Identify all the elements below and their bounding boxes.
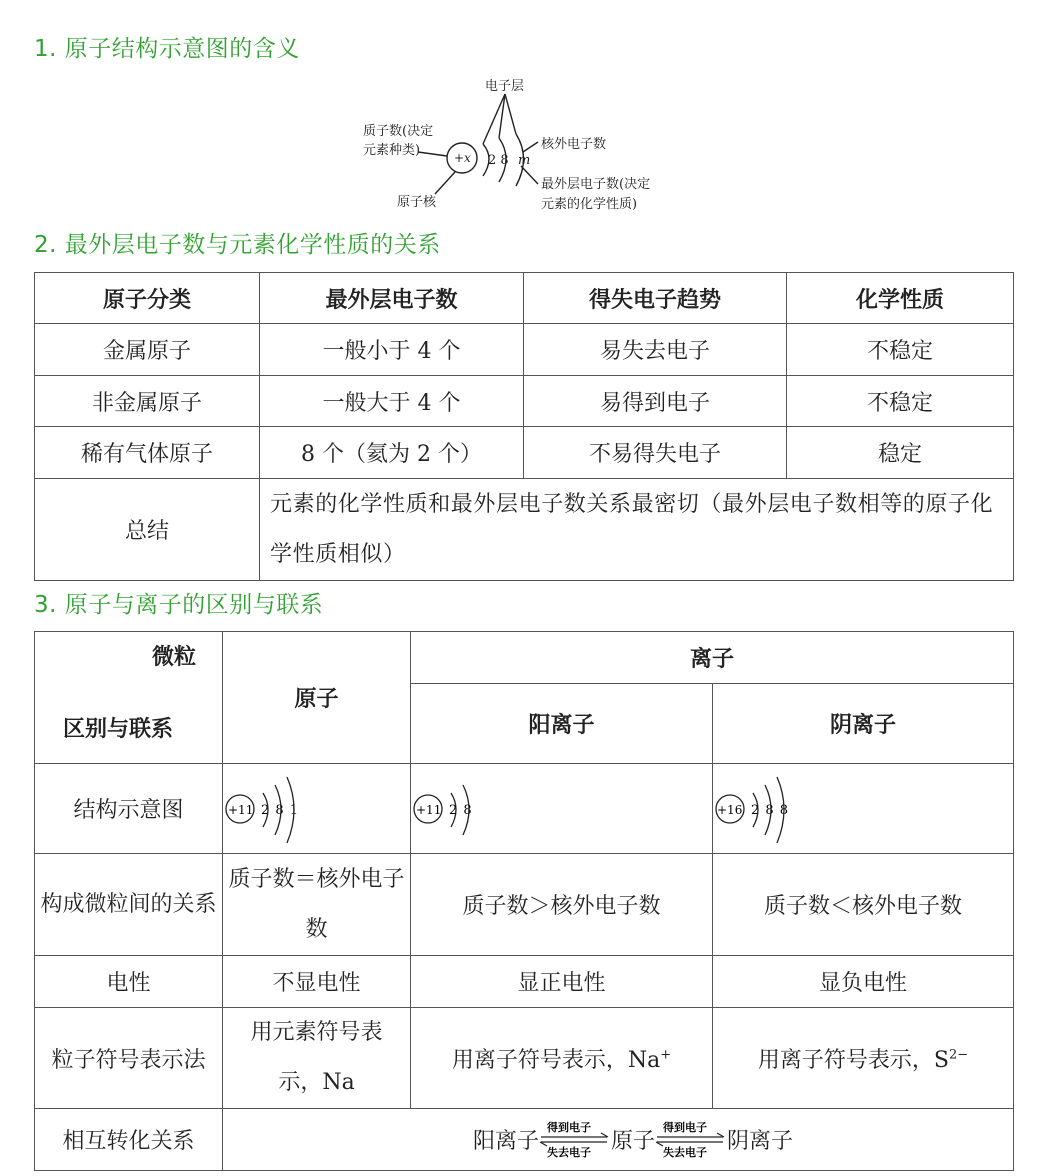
symbol-cation-cell (411, 1008, 713, 1109)
proton-label-1: 质子数(决定 (363, 124, 434, 139)
atom-structure-diagram (355, 72, 695, 217)
nucleus-text: +x (454, 151, 471, 165)
header-atom: 原子 (223, 632, 411, 764)
svg-text:+11: +11 (416, 802, 442, 817)
struct-cation-cell (411, 764, 713, 854)
row-symbol-label: 粒子符号表示法 (35, 1008, 223, 1109)
table1-cell: 一般小于 4 个 (260, 324, 524, 376)
proton-label-2: 元素种类) (363, 143, 421, 158)
table-row (35, 1008, 1014, 1109)
table1-cell: 易得到电子 (524, 376, 787, 427)
table-row (35, 854, 1014, 956)
row-convert-label: 相互转化关系 (35, 1109, 223, 1171)
table1-summary-text: 元素的化学性质和最外层电子数关系最密切（最外层电子数相等的原子化学性质相似） (260, 479, 1014, 581)
heading-3: 3. 原子与离子的区别与联系 (34, 592, 324, 618)
table-row (35, 376, 1014, 427)
nucleus-label: 原子核 (397, 195, 437, 210)
row-charge-label: 电性 (35, 956, 223, 1008)
relation-cation: 质子数＞核外电子数 (411, 854, 713, 956)
svg-text:2 8 8: 2 8 8 (751, 802, 790, 818)
electron-numbers: 2 8 (488, 153, 509, 168)
struct-anion-diagram (713, 769, 823, 849)
table1-cell: 8 个（氦为 2 个） (260, 427, 524, 479)
svg-text:2 8: 2 8 (449, 802, 473, 818)
table-row (35, 956, 1014, 1008)
header-cation: 阳离子 (411, 684, 713, 764)
relation-atom: 质子数＝核外电子数 (223, 854, 411, 956)
table1-cell: 易失去电子 (524, 324, 787, 376)
struct-cation-diagram (411, 769, 511, 849)
table1-cell: 不稳定 (787, 324, 1014, 376)
struct-atom-diagram (223, 769, 333, 849)
table1-summary-label: 总结 (35, 479, 260, 581)
corner-cell (35, 632, 223, 764)
row-structure-label: 结构示意图 (35, 764, 223, 854)
heading-1: 1. 原子结构示意图的含义 (34, 36, 300, 62)
outer-shell-label-2: 元素的化学性质) (541, 197, 638, 212)
symbol-cation: 用离子符号表示，Na (451, 1047, 661, 1073)
table1-header-3: 化学性质 (787, 273, 1014, 324)
convert-arrow-1 (539, 1120, 611, 1160)
charge-atom: 不显电性 (223, 956, 411, 1008)
symbol-anion-cell (713, 1008, 1014, 1109)
table1-cell: 不易得失电子 (524, 427, 787, 479)
symbol-atom: 用元素符号表示，Na (223, 1008, 411, 1109)
svg-text:+11: +11 (228, 802, 254, 817)
table1-cell: 稳定 (787, 427, 1014, 479)
heading-2: 2. 最外层电子数与元素化学性质的关系 (34, 232, 441, 258)
convert-cell (223, 1109, 1014, 1171)
table1-cell: 一般大于 4 个 (260, 376, 524, 427)
outer-shell-label-1: 最外层电子数(决定 (541, 177, 651, 192)
header-anion: 阴离子 (713, 684, 1014, 764)
svg-text:失去电子: 失去电子 (663, 1145, 708, 1159)
table-atom-ion (34, 631, 1014, 1171)
convert-atom: 原子 (611, 1129, 656, 1154)
symbol-cation-sup: + (660, 1047, 672, 1063)
table1-header-0: 原子分类 (35, 273, 260, 324)
header-ion: 离子 (411, 632, 1014, 684)
row-relation-label: 构成微粒间的关系 (35, 854, 223, 956)
table1-header-1: 最外层电子数 (260, 273, 524, 324)
table1-cell: 稀有气体原子 (35, 427, 260, 479)
table1-header-2: 得失电子趋势 (524, 273, 787, 324)
relation-anion: 质子数＜核外电子数 (713, 854, 1014, 956)
convert-anion: 阴离子 (727, 1129, 794, 1154)
table1-cell: 金属原子 (35, 324, 260, 376)
table1-cell: 不稳定 (787, 376, 1014, 427)
table-row (35, 1109, 1014, 1171)
convert-cation: 阳离子 (472, 1129, 539, 1154)
struct-anion-cell (713, 764, 1014, 854)
svg-text:+16: +16 (717, 802, 743, 817)
corner-top: 微粒 (151, 645, 196, 670)
table-row (35, 764, 1014, 854)
convert-arrow-2 (655, 1120, 727, 1160)
symbol-anion: 用离子符号表示，S (757, 1047, 949, 1073)
shell-label: 电子层 (485, 79, 525, 94)
charge-cation: 显正电性 (411, 956, 713, 1008)
charge-anion: 显负电性 (713, 956, 1014, 1008)
svg-text:得到电子: 得到电子 (663, 1120, 708, 1134)
table-row (35, 324, 1014, 376)
table-row (35, 427, 1014, 479)
outer-count-label: 核外电子数 (541, 137, 607, 152)
table-outer-electrons (34, 272, 1014, 581)
struct-atom-cell (223, 764, 411, 854)
symbol-anion-sup: 2− (948, 1047, 969, 1063)
table-row (35, 479, 1014, 581)
svg-text:2 8 1: 2 8 1 (261, 802, 300, 818)
svg-text:失去电子: 失去电子 (547, 1145, 591, 1159)
svg-text:得到电子: 得到电子 (547, 1120, 591, 1134)
corner-bottom: 区别与联系 (63, 717, 174, 742)
table1-cell: 非金属原子 (35, 376, 260, 427)
electron-m: m (518, 153, 531, 168)
